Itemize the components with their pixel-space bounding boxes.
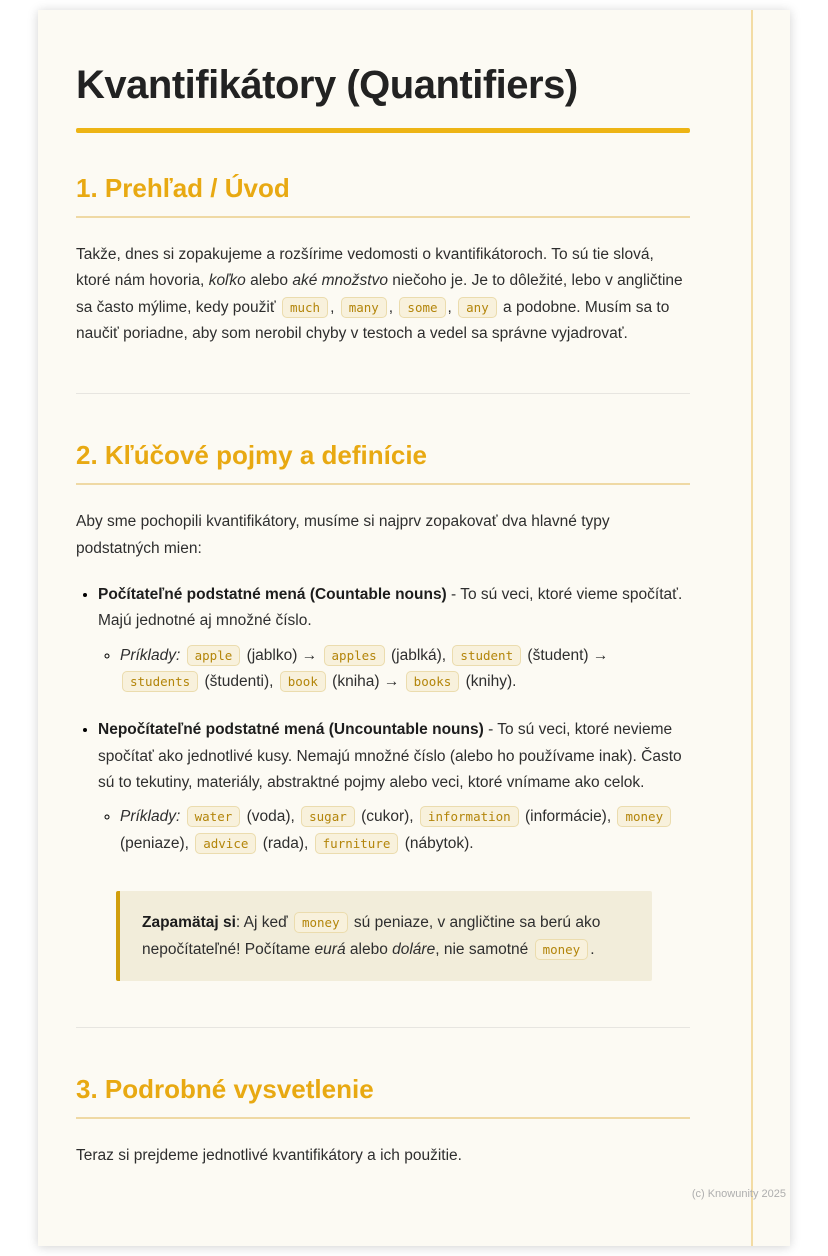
section-heading-overview: 1. Prehľad / Úvod — [76, 173, 690, 218]
uncountable-examples-list — [98, 804, 690, 857]
list-item-uncountable — [98, 717, 690, 857]
callout-note — [116, 891, 652, 981]
list-item-uncountable-examples — [120, 804, 690, 857]
italic-text: eurá — [314, 941, 346, 959]
italic-text: Príklady: — [120, 646, 181, 664]
countable-definition — [98, 582, 690, 635]
text-run: (študent) → — [523, 646, 609, 664]
definition-list — [76, 582, 690, 857]
margin-rule — [751, 10, 753, 1246]
text-run — [180, 647, 184, 664]
section-divider — [76, 1027, 690, 1028]
code-chip: book — [280, 671, 326, 692]
text-run: niečoho je. Je to dôležité, lebo v angličtine sa často mýlime, kedy použiť — [76, 272, 683, 316]
text-run: Teraz si prejdeme jednotlivé kvantifikátory a ich použitie. — [76, 1147, 462, 1165]
text-run: (jablká), — [386, 646, 451, 664]
code-chip: information — [420, 806, 519, 827]
code-chip: money — [535, 939, 589, 960]
code-chip: any — [458, 297, 497, 318]
code-chip: apple — [187, 645, 241, 666]
code-chip: advice — [195, 833, 256, 854]
text-run: a podobne. Musím sa to naučiť poriadne, aby som nerobil chyby v testoch a vedel sa správne vyjadrovať. — [76, 298, 670, 343]
text-run: alebo — [345, 941, 393, 959]
text-run: , — [330, 298, 339, 316]
text-run: sú peniaze, v angličtine sa berú ako nepočítateľné! Počítame — [142, 914, 601, 959]
document-content — [76, 62, 690, 1170]
section-heading-detail: 3. Podrobné vysvetlenie — [76, 1074, 690, 1119]
italic-text: doláre — [392, 941, 436, 959]
italic-text: koľko — [208, 272, 246, 290]
code-chip: student — [452, 645, 521, 666]
code-chip: books — [406, 671, 460, 692]
text-run: , — [447, 298, 457, 316]
text-run: alebo — [245, 272, 293, 290]
text-run: , — [388, 298, 398, 316]
text-run: Aby sme pochopili kvantifikátory, musíme si najprv zopakovať dva hlavné typy podstatných mien: — [76, 513, 610, 557]
text-run — [180, 808, 184, 825]
text-run: (peniaze), — [120, 834, 194, 852]
text-run: : Aj keď — [235, 914, 292, 932]
section-overview — [76, 173, 690, 347]
copyright: (c) Knowunity 2025 — [691, 1187, 786, 1200]
text-run: Takže, dnes si zopakujeme a rozšírime vedomosti o kvantifikátoroch. To sú tie slová, ktoré nám hovoria, — [76, 246, 654, 290]
text-run: , nie samotné — [435, 941, 533, 959]
code-chip: some — [399, 297, 445, 318]
text-run: - To sú veci, ktoré nevieme spočítať ako jednotlivé kusy. Nemajú množné číslo (alebo ho používame inak). Často sú to tekutiny, materiály, abstraktné pojmy alebo veci, ktoré vnímame ako celok. — [98, 721, 682, 792]
section-divider — [76, 393, 690, 394]
text-run: (kniha) → — [327, 673, 404, 691]
document-card — [38, 10, 790, 1246]
text-run: (nábytok). — [400, 834, 474, 852]
code-chip: money — [617, 806, 671, 827]
code-chip: apples — [324, 645, 385, 666]
bold-text: Počítateľné podstatné mená (Countable nouns) — [98, 586, 447, 604]
section-detail — [76, 1074, 690, 1169]
title-underline — [76, 128, 690, 133]
key-terms-intro — [76, 509, 690, 562]
text-run: (knihy). — [461, 673, 517, 691]
page-title: Kvantifikátory (Quantifiers) — [76, 63, 578, 107]
detail-paragraph — [76, 1143, 690, 1169]
bold-text: Nepočítateľné podstatné mená (Uncountable nouns) — [98, 721, 484, 739]
countable-examples — [120, 643, 690, 696]
text-run: (jablko) → — [242, 646, 322, 664]
italic-text: Príklady: — [120, 808, 181, 826]
countable-examples-list — [98, 643, 690, 696]
text-run: (rada), — [258, 834, 313, 852]
code-chip: water — [187, 806, 241, 827]
italic-text: aké množstvo — [292, 272, 388, 290]
text-run: (voda), — [242, 808, 300, 826]
code-chip: many — [341, 297, 387, 318]
section-key-terms — [76, 440, 690, 981]
code-chip: much — [282, 297, 328, 318]
text-run: (cukor), — [356, 808, 418, 826]
bold-text: Zapamätaj si — [142, 914, 236, 932]
code-chip: sugar — [301, 806, 355, 827]
list-item-countable — [98, 582, 690, 695]
text-run: (študenti), — [200, 673, 278, 691]
text-run: - To sú veci, ktoré vieme spočítať. Majú jednotné aj množné číslo. — [98, 586, 683, 630]
code-chip: students — [122, 671, 198, 692]
overview-paragraph — [76, 242, 690, 347]
code-chip: furniture — [315, 833, 399, 854]
uncountable-definition — [98, 717, 690, 796]
list-item-countable-examples — [120, 643, 690, 696]
callout-text — [142, 909, 630, 963]
section-heading-key-terms: 2. Kľúčové pojmy a definície — [76, 440, 690, 485]
text-run: . — [590, 941, 595, 959]
uncountable-examples — [120, 804, 690, 857]
text-run: (informácie), — [520, 808, 616, 826]
code-chip: money — [294, 912, 348, 933]
